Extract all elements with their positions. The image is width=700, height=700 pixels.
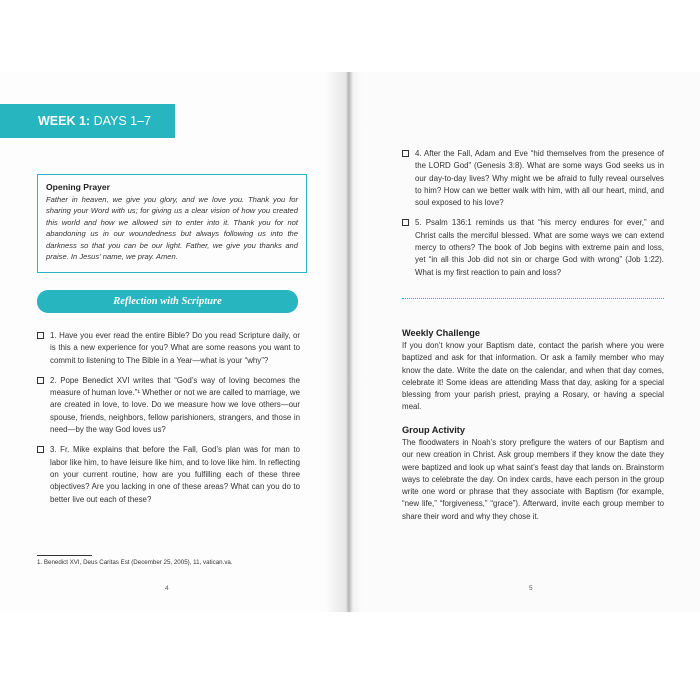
question-list-right — [402, 148, 664, 287]
question-text: 2. Pope Benedict XVI writes that “God’s way of loving becomes the measure of human love.”¹ Whether or not we are called to marriage, we are created in love, to love. Do we measure how we love others—our spouse, friends, neighbors, fellow parishioners, strangers, and those in need—by the way God loves us? — [50, 375, 300, 435]
checkbox-icon[interactable] — [37, 446, 44, 453]
weekly-challenge-text: If you don’t know your Baptism date, contact the parish where you were baptized and ask for that information. Or ask a family member who may know the date. Write the date on the calendar, and when that day comes, celebrate it! Some ideas are attending Mass that day, asking for a special blessing from your parish priest, praying a Rosary, or having a special meal. — [402, 341, 664, 412]
question-item — [37, 330, 300, 367]
book-gutter — [326, 72, 362, 612]
week-banner — [0, 104, 175, 138]
question-item — [402, 217, 664, 278]
checkbox-icon[interactable] — [402, 219, 409, 226]
left-page — [0, 72, 346, 612]
question-text: 5. Psalm 136:1 reminds us that “his mercy endures for ever,” and Christ calls the merciful blessed. What are some ways we can extend mercy to others? The book of Job begins with extreme pain and loss, yet “in all this Job did not sin or charge God with wrong” (Job 1:22). What is my first reaction to pain and loss? — [415, 218, 664, 277]
question-item — [402, 148, 664, 209]
checkbox-icon[interactable] — [402, 150, 409, 157]
opening-prayer-title: Opening Prayer — [46, 182, 110, 192]
question-item — [37, 444, 300, 505]
question-text: 1. Have you ever read the entire Bible? Do you read Scripture daily, or is this a new experience for you? What are some reasons you want to commit to listening to The Bible in a Year—what is your “why”? — [50, 331, 300, 365]
question-text: 3. Fr. Mike explains that before the Fall, God’s plan was for man to labor like him, to have leisure like him, and to love like him. In reflecting on your current routine, how are you fulfilling each of these three objectives? Are you lacking in one of these areas? What can you do to better live out each of these? — [50, 445, 300, 504]
section-divider — [402, 298, 664, 299]
page-number-left: 4 — [165, 585, 169, 592]
question-text: 4. After the Fall, Adam and Eve “hid themselves from the presence of the LORD God” (Genesis 3:8). What are some ways God seeks us in our day-to-day lives? Why might we be afraid to fully reveal ourselves to him? How can we better walk with him, with all our heart, mind, and soul exposed to his love? — [415, 149, 664, 208]
week-label: WEEK 1: — [38, 114, 91, 128]
question-item — [37, 375, 300, 436]
group-activity-title: Group Activity — [402, 425, 465, 435]
opening-prayer-box — [37, 174, 307, 273]
footnote: 1. Benedict XVI, Deus Caritas Est (December 25, 2005), 11, vatican.va. — [37, 559, 233, 566]
days-label: DAYS 1–7 — [90, 114, 152, 128]
book-spread — [0, 72, 700, 612]
footnote-rule — [37, 555, 92, 556]
checkbox-icon[interactable] — [37, 332, 44, 339]
checkbox-icon[interactable] — [37, 377, 44, 384]
question-list-left — [37, 330, 300, 514]
page-number-right: 5 — [529, 585, 533, 592]
weekly-challenge-title: Weekly Challenge — [402, 328, 480, 338]
opening-prayer-text: Father in heaven, we give you glory, and we love you. Thank you for sharing your Word with us; for giving us a clear vision of how you created this world and how we allowed sin to enter into it. Thank you for not abandoning us in our woundedness but always following us into the darkness so that you can be our light. Father, we give you thanks and praise. In Jesus' name, we pray. Amen. — [46, 195, 298, 262]
group-activity-text: The floodwaters in Noah’s story prefigure the waters of our Baptism and our new creation in Christ. Ask group members if they know the date they were baptized and look up what saint’s feast day that lands on. Brainstorm ways to celebrate the day. On index cards, have each person in the group write one word or phrase that they associate with Baptism (for example, “new life,” “forgiveness,” “grace”). Afterward, invite each group member to share their word and why they chose it. — [402, 438, 664, 521]
reflection-heading: Reflection with Scripture — [37, 290, 298, 313]
